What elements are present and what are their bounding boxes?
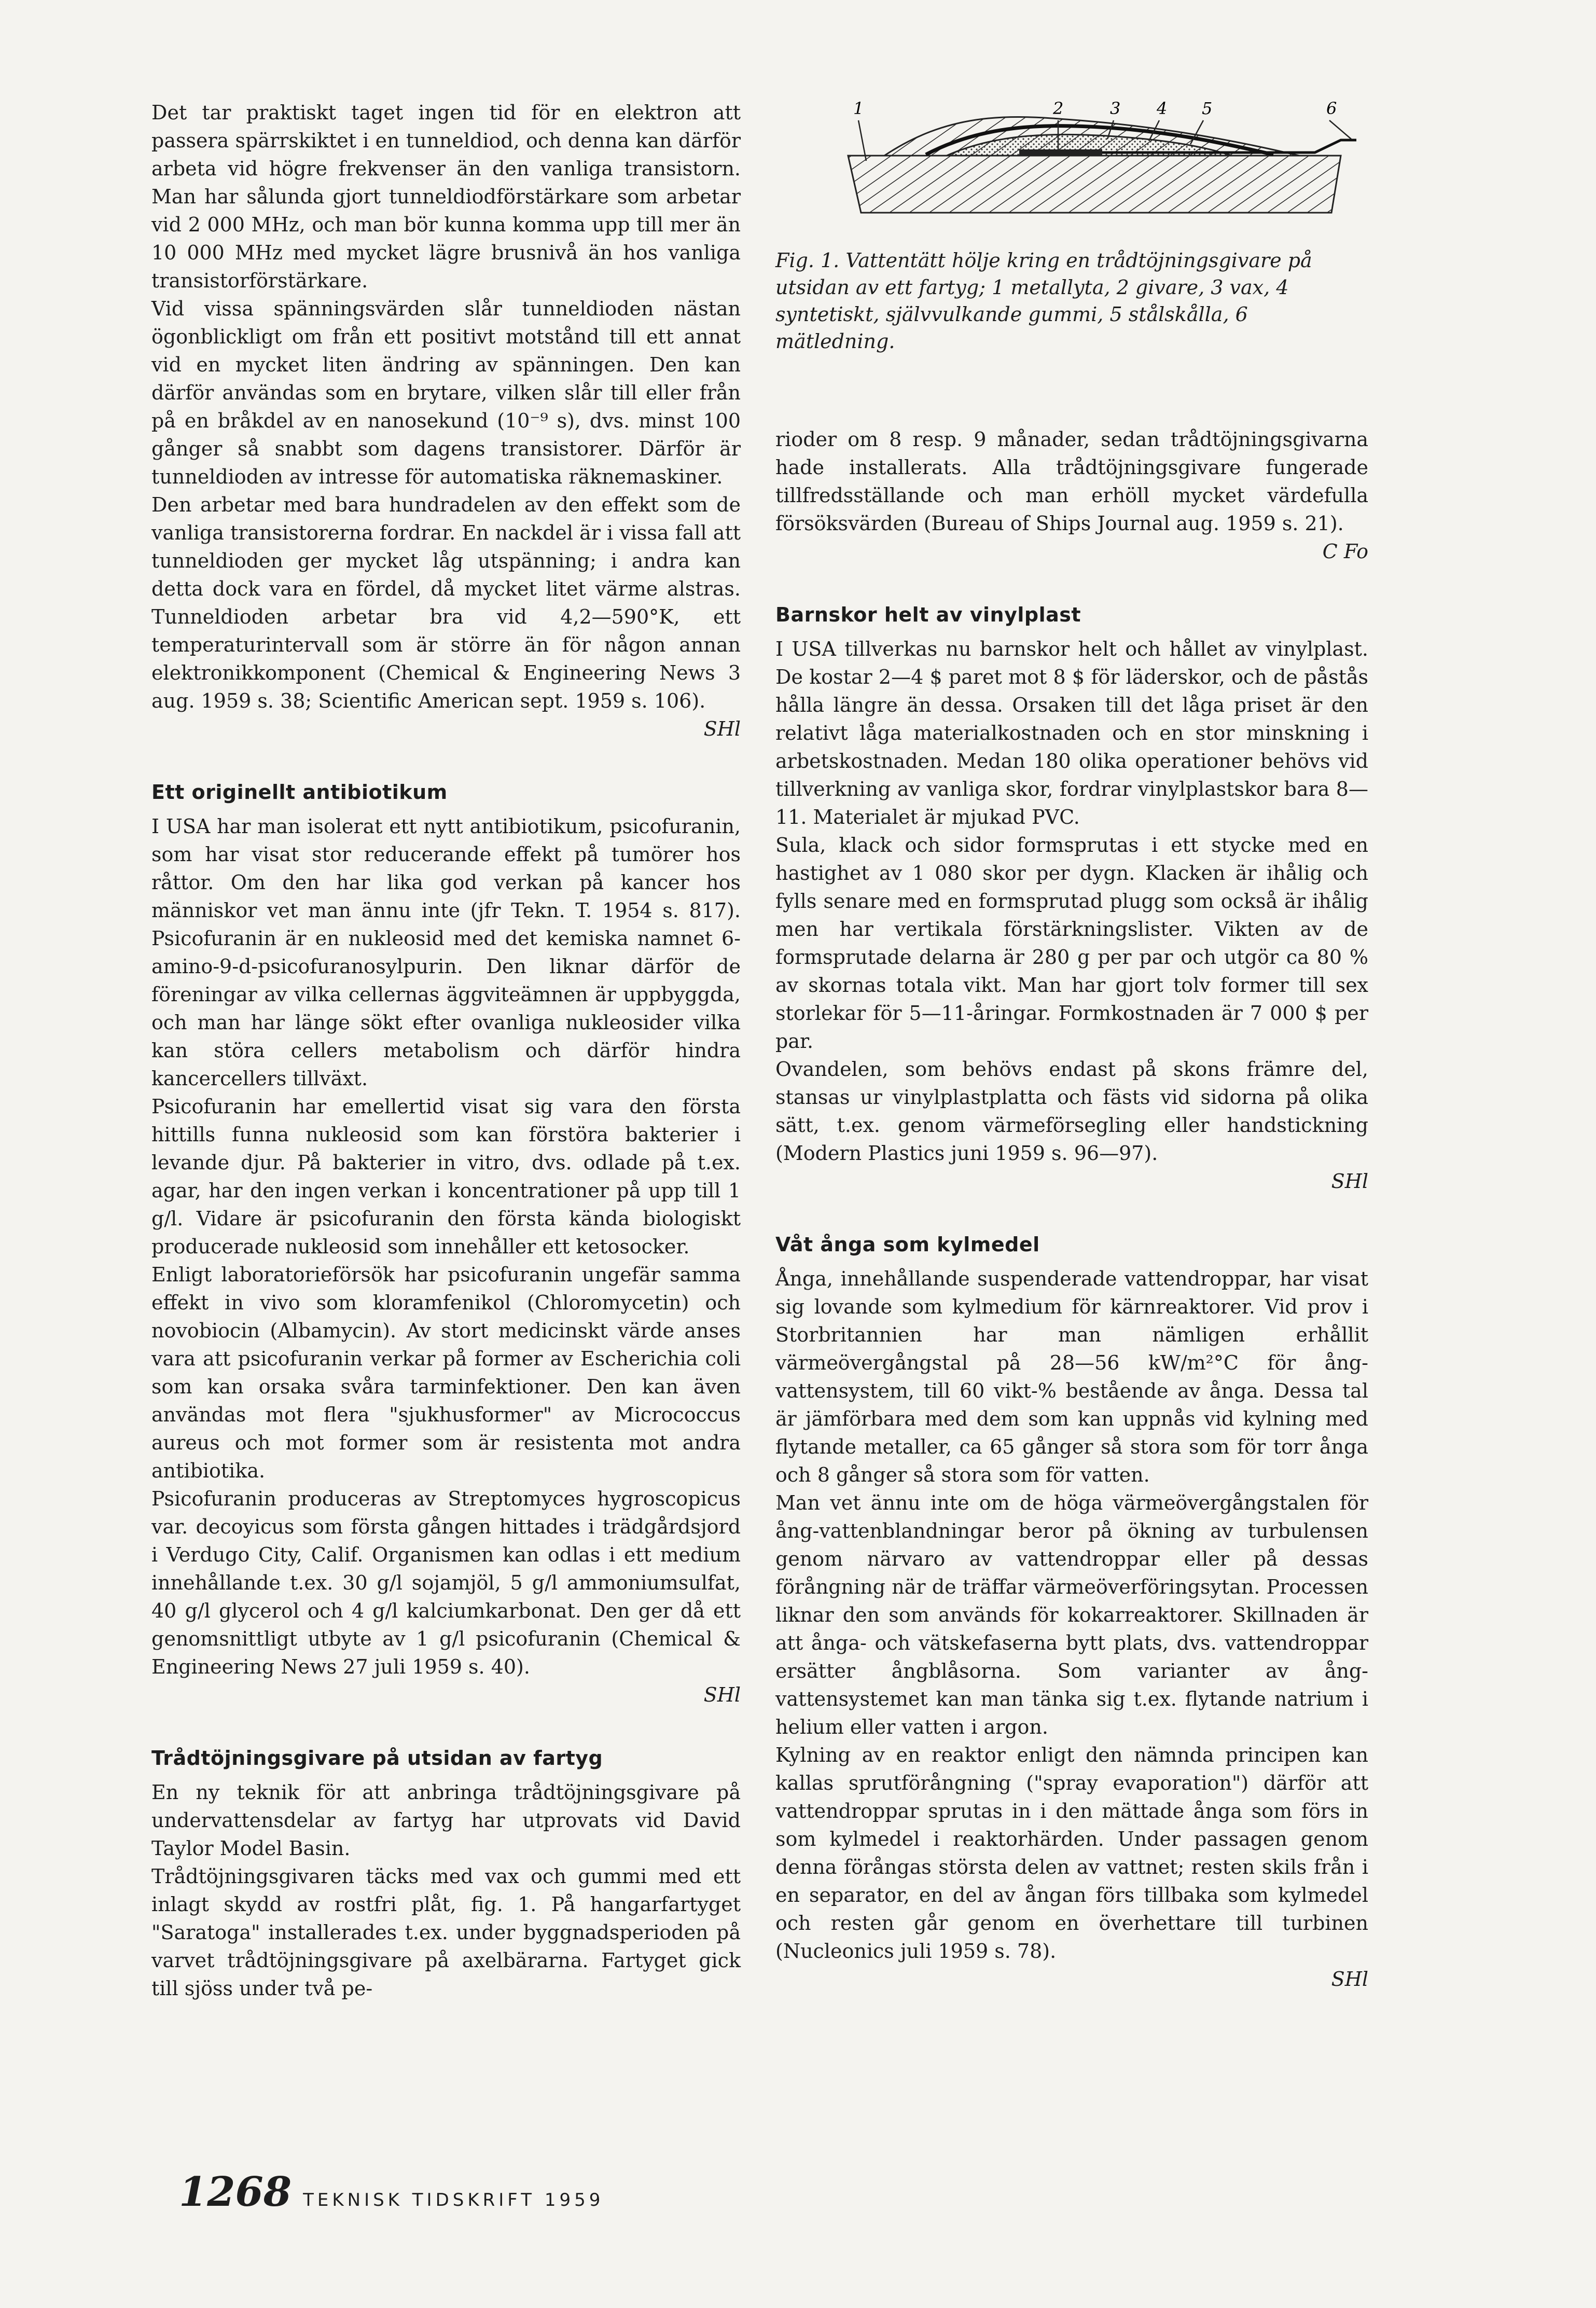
strain-gauge-diagram: [775, 83, 1368, 239]
steam-signature: SHl: [1331, 1968, 1368, 1991]
intro-paragraph: Vid vissa spänningsvärden slår tunneldioden nästan ögonblickligt om från ett positivt motstånd till ett annat vid en mycket liten ändring av spänningen. Den kan därför användas som en brytare, vilken slår till eller från på en bråkdel av en nanosekund (10⁻⁹ s), dvs. minst 100 gånger så snabbt som dagens transistorer. Därför är tunneldioden av intresse för automatiska räknemaskiner.: [151, 297, 741, 488]
intro-signature: SHl: [703, 717, 741, 740]
antibiotic-paragraph: I USA har man isolerat ett nytt antibiotikum, psicofuranin, som har visat stor reducerande effekt på tumörer hos råttor. Om den har lika god verkan på kancer hos människor vet man ännu inte (jfr Tekn. T. 1954 s. 817). Psicofuranin är en nukleosid med det kemiska namnet 6-amino-9-d-psicofuranosylpurin. Den liknar därför de föreningar av vilka cellernas äggviteämnen är uppbyggda, och man har länge sökt efter ovanliga nukleosider vilka kan störa cellers metabolism och därför hindra kancercellers tillväxt.: [151, 815, 741, 1090]
steam-paragraph: Man vet ännu inte om de höga värmeövergångstalen för ång-vattenblandningar beror på ökning av turbulensen genom närvaro av vattendroppar eller på dessas förångning när de träffar värmeöverföringsytan. Processen liknar den som används för kokarreaktorer. Skillnaden är att ånga- och vätskefaserna bytt plats, dvs. vattendroppar ersätter ångblåsorna. Som varianter av ång-vattensystemet kan man tänka sig t.ex. flytande natrium i helium eller vatten i argon.: [775, 1491, 1368, 1738]
continuation-signature: C Fo: [1322, 540, 1368, 563]
antibiotic-paragraph: Psicofuranin har emellertid visat sig vara den första hittills funna nukleosid som kan förstöra bakterier i levande djur. På bakterier in vitro, dvs. odlade på t.ex. agar, har den ingen verkan i koncentrationer på upp till 1 g/l. Vidare är psicofuranin den första kända biologiskt producerade nukleosid som innehåller ett ketosocker.: [151, 1095, 741, 1258]
page-number: 1268: [179, 2168, 292, 2216]
label-2: 2: [1053, 99, 1064, 118]
label-3: 3: [1110, 99, 1121, 118]
journal-name: TEKNISK TIDSKRIFT 1959: [303, 2190, 604, 2210]
figure-caption: Fig. 1. Vattentätt hölje kring en trådtöjningsgivare på utsidan av ett fartyg; 1 metallyta, 2 givare, 3 vax, 4 syntetiskt, självvulkande gummi, 5 stålskålla, 6 mätledning.: [775, 249, 1312, 353]
left-column: [151, 99, 741, 2002]
straingauge-paragraph: Trådtöjningsgivaren täcks med vax och gummi med ett inlagt skydd av rostfri plåt, fig. 1. På hangarfartyget "Saratoga" installerades t.ex. under byggnadsperioden på varvet trådtöjningsgivare på axelbärarna. Fartyget gick till sjöss under två pe-: [151, 1865, 741, 2000]
steam-paragraph: Ånga, innehållande suspenderade vattendroppar, har visat sig lovande som kylmedium för kärnreaktorer. Vid prov i Storbritannien har man nämligen erhållit värmeövergångstal på 28—56 kW/m²°C för ång-vattensystem, till 60 vikt-% bestående av ånga. Dessa tal är jämförbara med dem som kan uppnås vid kylning med flytande metaller, ca 65 gånger så stora som för torr ånga och 8 gånger så stora som för vatten.: [775, 1267, 1368, 1486]
continuation-paragraph: rioder om 8 resp. 9 månader, sedan trådtöjningsgivarna hade installerats. Alla trådtöjningsgivare fungerade tillfredsställande och man erhöll mycket värdefulla försöksvärden (Bureau of Ships Journal aug. 1959 s. 21).: [775, 428, 1368, 535]
label-5: 5: [1202, 99, 1213, 118]
antibiotic-heading: Ett originellt antibiotikum: [151, 781, 448, 804]
steam-heading: Våt ånga som kylmedel: [775, 1233, 1040, 1256]
intro-paragraph: Den arbetar med bara hundradelen av den effekt som de vanliga transistorerna fordrar. En nackdel är i vissa fall att tunneldioden ger mycket låg utspänning; i andra kan detta dock vara en fördel, då mycket litet värme alstras. Tunneldioden arbetar bra vid 4,2—590°K, ett temperaturintervall som är större än för någon annan elektronikkomponent (Chemical & Engineering News 3 aug. 1959 s. 38; Scientific American sept. 1959 s. 106).: [151, 493, 741, 712]
babyshoes-heading: Barnskor helt av vinylplast: [775, 603, 1081, 626]
intro-paragraph: Det tar praktiskt taget ingen tid för en elektron att passera spärrskiktet i en tunneldiod, och denna kan därför arbeta vid högre frekvenser än den vanliga transistorn. Man har sålunda gjort tunneldiodförstärkare som arbetar vid 2 000 MHz, och man bör kunna komma upp till mer än 10 000 MHz med mycket lägre brusnivå än hos vanliga transistorförstärkare.: [151, 101, 741, 292]
babyshoes-paragraph: I USA tillverkas nu barnskor helt och hållet av vinylplast. De kostar 2—4 $ paret mot 8 $ för läderskor, och de påstås hålla längre än dessa. Orsaken till det låga priset är den relativt låga materialkostnaden och en stor minskning i arbetskostnaden. Medan 180 olika operationer behövs vid tillverkning av vanliga skor, fordrar vinylplastskor bara 8—11. Materialet är mjukad PVC.: [775, 638, 1368, 828]
page-footer: [179, 2168, 604, 2216]
label-6: 6: [1326, 99, 1337, 118]
label-4: 4: [1157, 99, 1168, 118]
antibiotic-signature: SHl: [703, 1683, 741, 1706]
babyshoes-signature: SHl: [1331, 1170, 1368, 1193]
steam-paragraph: Kylning av en reaktor enligt den nämnda principen kan kallas sprutförångning ("spray evaporation") därför att vattendroppar sprutas in i den mättade ånga som förs in som kylmedel i reaktorhärden. Under passagen genom denna förångas största delen av vattnet; resten skils från i en separator, en del av ångan förs tillbaka som kylmedel och resten går genom en överhettare till turbinen (Nucleonics juli 1959 s. 78).: [775, 1744, 1368, 1963]
antibiotic-paragraph: Enligt laboratorieförsök har psicofuranin ungefär samma effekt in vivo som kloramfenikol (Chloromycetin) och novobiocin (Albamycin). Av stort medicinskt värde anses vara att psicofuranin verkar på former av Escherichia coli som kan orsaka svåra tarminfektioner. Den kan även användas mot flera "sjukhusformer" av Micrococcus aureus och mot former som är resistenta mot andra antibiotika.: [151, 1263, 741, 1482]
babyshoes-paragraph: Sula, klack och sidor formsprutas i ett stycke med en hastighet av 1 080 skor per dygn. Klacken är ihålig och fylls senare med en formsprutad plugg som också är ihålig men har vertikala förstärkningslister. Vikten av de formsprutade delarna är 280 g per par och utgör ca 80 % av skornas totala vikt. Man har gjort tolv former till sex storlekar för 5—11-åringar. Formkostnaden är 7 000 $ per par.: [775, 834, 1368, 1053]
figure-1: [775, 83, 1368, 355]
babyshoes-paragraph: Ovandelen, som behövs endast på skons främre del, stansas ur vinylplastplatta och fästs vid sidorna på olika sätt, t.ex. genom värmeförsegling eller handstickning (Modern Plastics juni 1959 s. 96—97).: [775, 1058, 1368, 1165]
straingauge-heading: Trådtöjningsgivare på utsidan av fartyg: [151, 1747, 603, 1770]
label-1: 1: [853, 99, 864, 118]
antibiotic-paragraph: Psicofuranin produceras av Streptomyces hygroscopicus var. decoyicus som första gången hittades i trädgårdsjord i Verdugo City, Calif. Organismen kan odlas i ett medium innehållande t.ex. 30 g/l sojamjöl, 5 g/l ammoniumsulfat, 40 g/l glycerol och 4 g/l kalciumkarbonat. Den ger då ett genomsnittligt utbyte av 1 g/l psicofuranin (Chemical & Engineering News 27 juli 1959 s. 40).: [151, 1487, 741, 1678]
straingauge-paragraph: En ny teknik för att anbringa trådtöjningsgivare på undervattensdelar av fartyg har utprovats vid David Taylor Model Basin.: [151, 1781, 741, 1860]
right-column: [775, 425, 1368, 1993]
